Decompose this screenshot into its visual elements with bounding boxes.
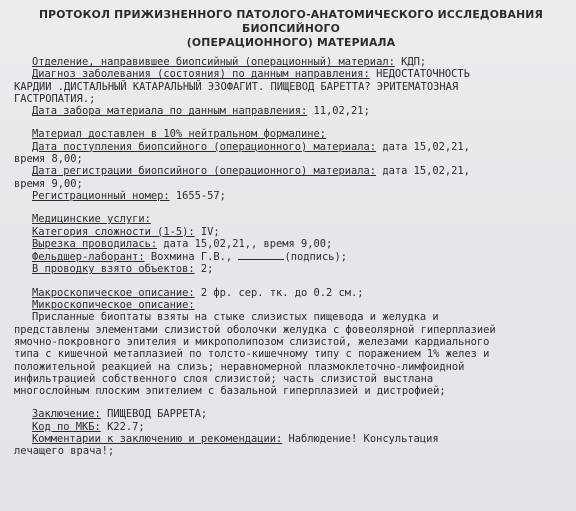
title-line-1: ПРОТОКОЛ ПРИЖИЗНЕННОГО ПАТОЛОГО-АНАТОМИЧЕСКОГО ИССЛЕДОВАНИЯ БИОПСИЙНОГО [38, 8, 544, 35]
processing-row [32, 263, 568, 275]
diagnosis-value-2: КАРДИИ .ДИСТАЛЬНЫЙ КАТАРАЛЬНЫЙ ЭЗОФАГИТ. ПИЩЕВОД БАРЕТТА? ЭРИТЕМАТОЗНАЯ [14, 80, 459, 93]
processing-label: В проводку взято объектов: [32, 263, 195, 276]
diagnosis-label: Диагноз заболевания (состояния) по данным направления: [32, 68, 370, 81]
registration-date-value: дата 15,02,21, [376, 165, 470, 178]
signature-line [238, 250, 284, 260]
registration-time-value: время 9,00; [14, 177, 83, 190]
micro-label: Микроскопическое описание: [32, 299, 195, 312]
registration-number-value: 1655-57; [169, 189, 226, 202]
micro-line-7: многослойным плоским эпителием с базальной гиперплазией и дистрофией; [14, 385, 446, 398]
receipt-date-value: дата 15,02,21, [376, 140, 470, 153]
micro-line-1: Присланные биоптаты взяты на стыке слизистых пищевода и желудка и [32, 311, 439, 324]
icd-value: К22.7; [100, 420, 145, 433]
comments-label: Комментарии к заключению и рекомендации: [32, 433, 283, 446]
collection-date-label: Дата забора материала по данным направления: [32, 105, 308, 118]
receipt-date-label: Дата поступления биопсийного (операционного) материала: [32, 140, 377, 153]
registration-date-label: Дата регистрации биопсийного (операционного) материала: [32, 165, 377, 178]
title-line-2: (ОПЕРАЦИОННОГО) МАТЕРИАЛА [186, 36, 396, 49]
receipt-date-row [32, 141, 568, 153]
document-title [14, 8, 568, 50]
comments-value-2: лечащего врача!; [14, 445, 115, 458]
department-value: КДП; [394, 56, 427, 68]
collection-date-row [32, 105, 568, 117]
micro-line-5: положительной реакцией на слизь; неравномерной плазмоклеточно-лимфоидной [14, 360, 465, 373]
services-heading: Медицинские услуги: [32, 213, 151, 226]
diagnosis-value-1: НЕДОСТАТОЧНОСТЬ [369, 68, 470, 81]
signature-label: (подпись); [284, 251, 348, 264]
receipt-time-value: время 8,00; [14, 153, 83, 166]
comments-value-1: Наблюдение! Консультация [282, 433, 439, 446]
department-label: Отделение, направившее биопсийный (операционный) материал: [32, 56, 395, 68]
section-material [14, 128, 568, 202]
material-delivered: Материал доставлен в 10% нейтральном формалине; [32, 128, 327, 141]
cutting-value: дата 15,02,21,, время 9,00; [157, 237, 333, 250]
section-referral [14, 56, 568, 117]
section-services [14, 213, 568, 275]
icd-row [32, 421, 568, 433]
section-conclusion [14, 408, 568, 457]
section-description [14, 287, 568, 398]
conclusion-value: ПИЩЕВОД БАРРЕТА; [100, 408, 208, 421]
macro-row [32, 287, 568, 299]
lab-assistant-value: Вохмина Г.В., [144, 251, 233, 264]
complexity-value: IV; [194, 225, 220, 238]
department-row [32, 56, 568, 68]
lab-assistant-row [32, 250, 568, 263]
cutting-row [32, 238, 568, 250]
micro-line-6: инфильтрацией собственного слоя слизистой; часть слизистой выстлана [14, 372, 434, 385]
conclusion-row [32, 408, 568, 420]
complexity-label: Категория сложности (1-5): [32, 225, 195, 238]
lab-assistant-label: Фельдшер-лаборант: [32, 251, 145, 264]
micro-line-4: типа с кишечной метаплазией по толсто-кишечному типу с поражением 1% желез и [14, 348, 490, 361]
macro-value: 2 фр. сер. тк. до 0.2 см.; [194, 286, 364, 299]
processing-value: 2; [194, 263, 214, 276]
diagnosis-row [32, 68, 568, 80]
diagnosis-value-3: ГАСТРОПАТИЯ.; [14, 92, 96, 105]
micro-line-2: представлены элементами слизистой оболочки желудка с фовеолярной гиперплазией [14, 323, 496, 336]
registration-number-label: Регистрационный номер: [32, 189, 170, 202]
icd-label: Код по МКБ: [32, 420, 101, 433]
registration-date-row [32, 165, 568, 177]
complexity-row [32, 226, 568, 238]
registration-number-row [32, 190, 568, 202]
cutting-label: Вырезка проводилась: [32, 237, 158, 250]
collection-date-value: 11,02,21; [307, 105, 370, 118]
macro-label: Макроскопическое описание: [32, 286, 195, 299]
comments-row [32, 433, 568, 445]
micro-line-3: ямочно-покровного эпителия и микрополипозом слизистой, железами кардиального [14, 335, 490, 348]
conclusion-label: Заключение: [32, 408, 101, 421]
